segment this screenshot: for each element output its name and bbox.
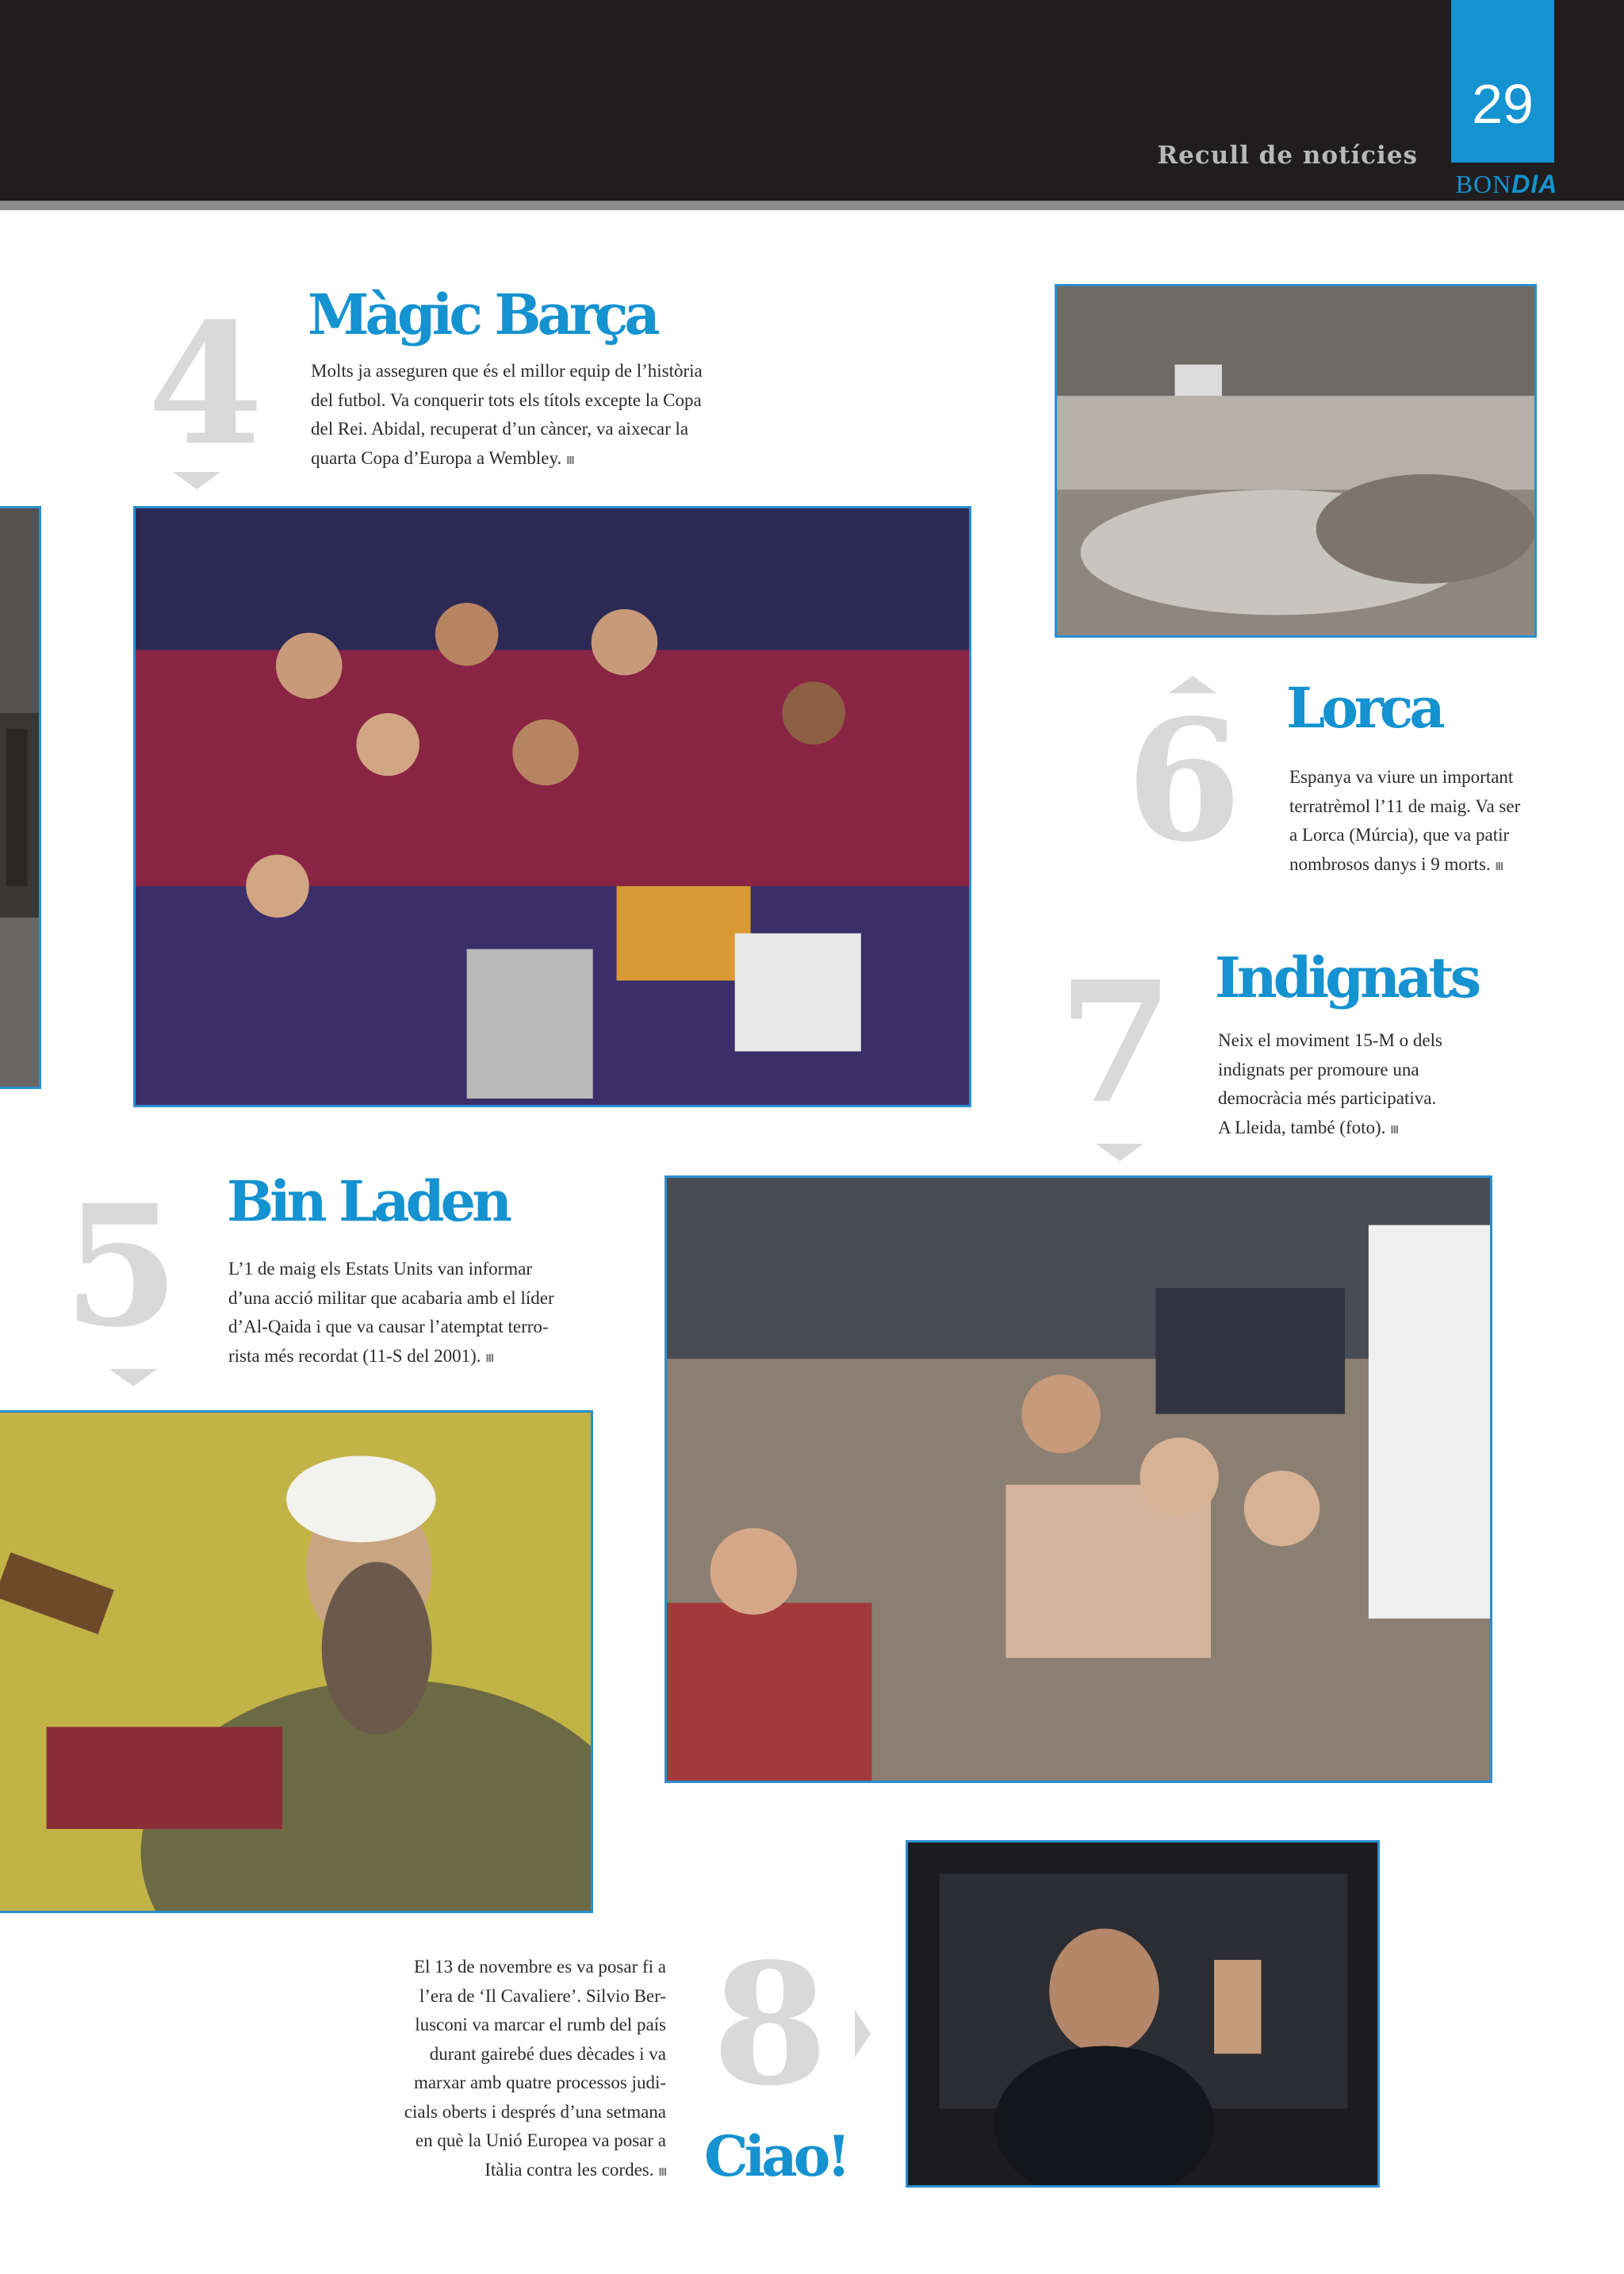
story-number-5: 5: [63, 1168, 180, 1364]
text-line: d’una acció militar que acabaria amb el líder: [228, 1287, 554, 1308]
header-rule: [0, 201, 1624, 210]
text-line: terratrèmol l’11 de maig. Va ser: [1289, 796, 1521, 816]
text-line-end: quarta Copa d’Europa a Wembley.: [311, 447, 562, 468]
story-number-7: 7: [1058, 945, 1174, 1141]
numeral-arrow-7: [1096, 1144, 1143, 1161]
text-line-end: nombrosos danys i 9 morts.: [1289, 853, 1491, 874]
end-mark: III: [566, 453, 574, 467]
text-line: a Lorca (Múrcia), que va patir: [1289, 825, 1510, 845]
page-number: 29: [1472, 73, 1534, 135]
text-line: indignats per promoure una: [1218, 1059, 1419, 1079]
text-line: marxar amb quatre processos judi-: [413, 2073, 666, 2092]
text-line-end: A Lleida, també (foto).: [1218, 1117, 1386, 1137]
text-line: democràcia més participativa.: [1218, 1088, 1437, 1108]
header-bar: [0, 0, 1624, 201]
photo-berlusconi: [906, 1840, 1380, 2188]
text-line: [1218, 1114, 1488, 1145]
photo-lorca-earthquake: [1055, 284, 1537, 638]
headline-ciao: Ciao!: [704, 2123, 848, 2189]
text-line: cials oberts i després d’una setmana: [404, 2101, 666, 2122]
story-number-4: 4: [147, 286, 264, 482]
text-line: L’1 de maig els Estats Units van informar: [228, 1259, 533, 1279]
end-mark: III: [658, 2165, 666, 2179]
story-number-6: 6: [1126, 683, 1243, 879]
section-title: Recull de notícies: [1157, 141, 1418, 170]
brand-logo-part2: DIA: [1511, 170, 1558, 198]
text-line: Molts ja asseguren que és el millor equip de l’història: [311, 361, 703, 381]
text-line: del Rei. Abidal, recuperat d’un càncer, va aixecar la: [311, 419, 689, 439]
text-line: El 13 de novembre es va posar fi a: [413, 1957, 666, 1977]
end-mark: III: [485, 1351, 494, 1365]
headline-indignats: Indignats: [1215, 945, 1478, 1010]
text-line: [317, 2156, 666, 2188]
text-line-end: rista més recordat (11-S del 2001).: [228, 1345, 481, 1366]
edge-photo: [0, 506, 41, 1089]
text-line: d’Al-Qaida i que va causar l’atemptat terro-: [228, 1317, 549, 1336]
text-line: [1289, 850, 1543, 882]
photo-bin-laden: [0, 1410, 593, 1913]
numeral-arrow-5: [109, 1369, 157, 1386]
brand-logo-part1: BON: [1455, 170, 1512, 198]
photo-indignats-protest: [665, 1175, 1492, 1783]
text-line: en què la Unió Europea va posar a: [415, 2130, 666, 2150]
story-number-8: 8: [712, 1927, 829, 2123]
story-text-bin-laden: [228, 1255, 601, 1373]
brand-logo: [1451, 170, 1562, 199]
numeral-arrow-8: [855, 2010, 871, 2057]
story-text-barca: [311, 357, 755, 475]
text-line: [228, 1342, 601, 1374]
story-text-ciao: [317, 1953, 666, 2187]
text-line: Espanya va viure un important: [1289, 767, 1514, 787]
text-line: del futbol. Va conquerir tots els títols excepte la Copa: [311, 389, 702, 410]
photo-barca-celebration: [133, 506, 971, 1107]
story-text-lorca: [1289, 763, 1543, 881]
text-line: l’era de ‘Il Cavaliere’. Silvio Ber-: [419, 1985, 666, 2006]
headline-lorca: Lorca: [1286, 675, 1442, 741]
numeral-arrow-4: [173, 472, 220, 489]
headline-bin-laden: Bin Laden: [227, 1168, 508, 1234]
text-line-end: Itàlia contra les cordes.: [485, 2159, 654, 2180]
text-line: lusconi va marcar el rumb del país: [415, 2015, 666, 2034]
end-mark: III: [1495, 859, 1503, 873]
text-line: [311, 444, 755, 476]
text-line: durant gairebé dues dècades i va: [429, 2043, 666, 2064]
text-line: Neix el moviment 15-M o dels: [1218, 1030, 1442, 1050]
headline-magic-barca: Màgic Barça: [308, 282, 657, 347]
story-text-indignats: [1218, 1026, 1488, 1145]
end-mark: III: [1390, 1122, 1398, 1137]
